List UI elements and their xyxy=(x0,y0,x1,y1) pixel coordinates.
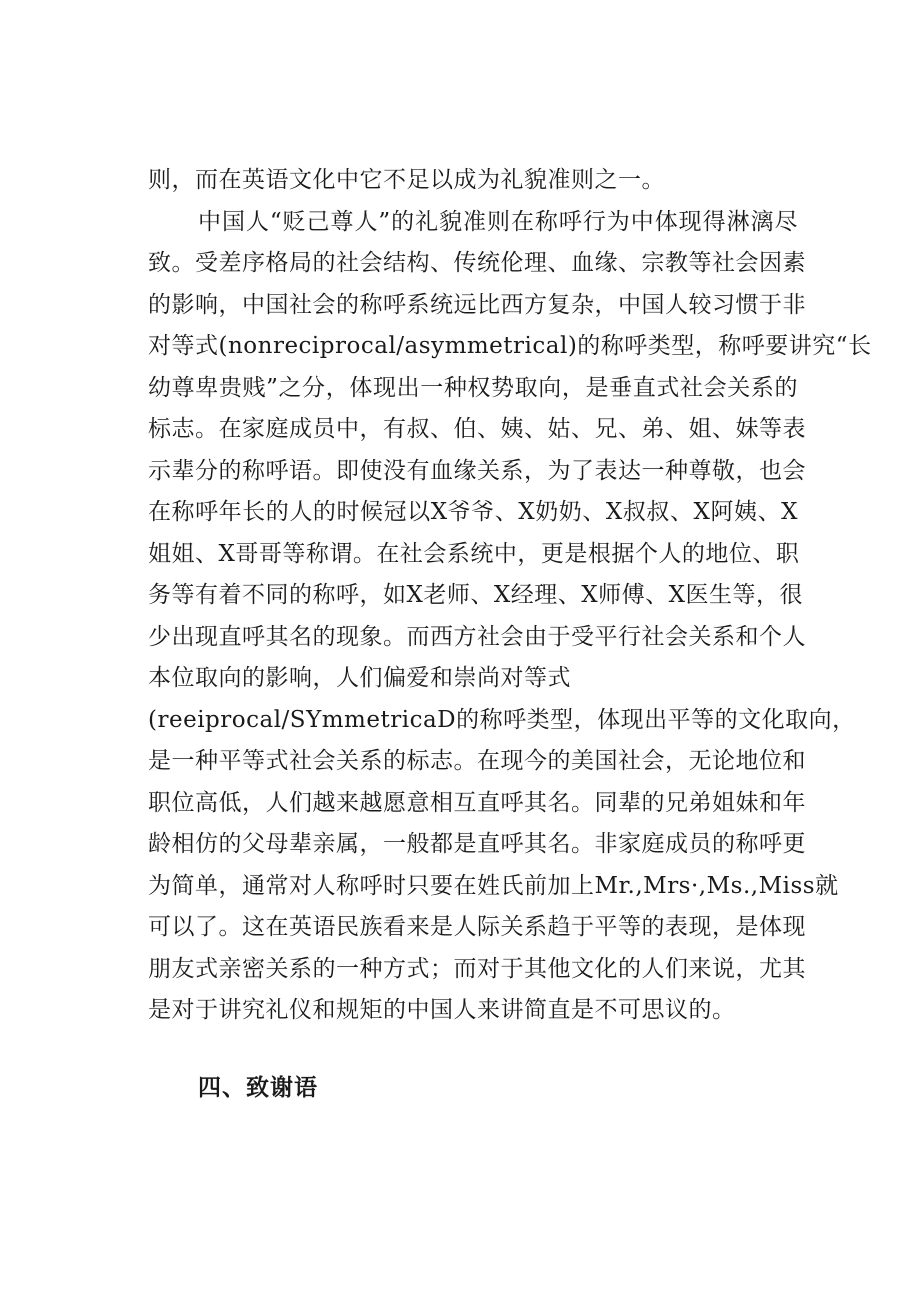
body-text xyxy=(148,160,872,1032)
text-line: 示辈分的称呼语。即使没有血缘关系，为了表达一种尊敬，也会 xyxy=(148,457,806,484)
text-line: 朋友式亲密关系的一种方式；而对于其他文化的人们来说，尤其 xyxy=(148,955,806,982)
text-line: 为简单，通常对人称呼时只要在姓氏前加上Mr.,Mrs·,Ms.,Miss就 xyxy=(148,872,839,899)
text-line: 致。受差序格局的社会结构、传统伦理、血缘、宗教等社会因素 xyxy=(148,250,806,276)
text-line: 幼尊卑贵贱”之分，体现出一种权势取向，是垂直式社会关系的 xyxy=(148,374,798,401)
text-line: 龄相仿的父母辈亲属，一般都是直呼其名。非家庭成员的称呼更 xyxy=(148,831,806,857)
text-line: 是对于讲究礼仪和规矩的中国人来讲简直是不可思议的。 xyxy=(148,997,736,1023)
text-line: 是一种平等式社会关系的标志。在现今的美国社会，无论地位和 xyxy=(148,748,806,774)
text-line: 职位高低，人们越来越愿意相互直呼其名。同辈的兄弟姐妹和年 xyxy=(148,789,806,816)
text-line: 姐姐、X哥哥等称谓。在社会系统中，更是根据个人的地位、职 xyxy=(148,540,800,567)
text-line: 可以了。这在英语民族看来是人际关系趋于平等的表现，是体现 xyxy=(148,914,806,940)
text-line: 对等式(nonreciprocal/asymmetrical)的称呼类型，称呼要讲究“长 xyxy=(148,333,872,359)
text-line: 中国人“贬己尊人”的礼貌准则在称呼行为中体现得淋漓尽 xyxy=(198,208,798,235)
text-line: 务等有着不同的称呼，如X老师、X经理、X师傅、X医生等，很 xyxy=(148,582,803,608)
text-line: 少出现直呼其名的现象。而西方社会由于受平行社会关系和个人 xyxy=(148,623,806,650)
text-line: 本位取向的影响，人们偏爱和崇尚对等式 xyxy=(148,665,571,691)
text-line: (reeiprocal/SYmmetricaD的称呼类型，体现出平等的文化取向， xyxy=(148,706,856,733)
text-line: 标志。在家庭成员中，有叔、伯、姨、姑、兄、弟、姐、妹等表 xyxy=(148,416,806,442)
paragraph-1 xyxy=(148,160,798,202)
text-line: 则，而在英语文化中它不足以成为礼貌准则之一。 xyxy=(148,167,665,193)
section-heading: 四、致谢语 xyxy=(198,1075,318,1101)
text-line: 在称呼年长的人的时候冠以X爷爷、X奶奶、X叔叔、X阿姨、X xyxy=(148,499,798,525)
text-line: 的影响，中国社会的称呼系统远比西方复杂，中国人较习惯于非 xyxy=(148,291,806,318)
paragraph-2 xyxy=(148,202,872,1032)
